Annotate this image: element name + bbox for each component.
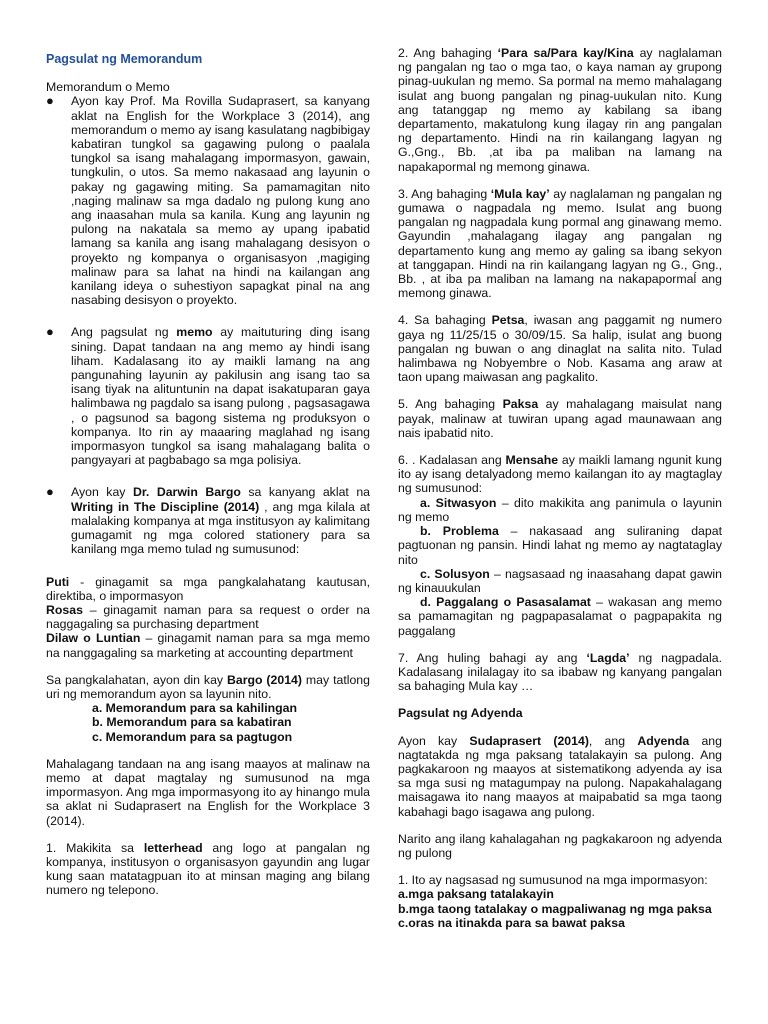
text-run: Ang pagsulat ng <box>71 325 177 340</box>
message-parts-list <box>398 496 722 638</box>
bold-term: letterhead <box>143 840 203 855</box>
text-run: ang logo at pangalan ng kompanya, institusyon o organisasyon gayundin ang lugar kung saan matatagpuan ito at minsan maging ang bilang numero ng telepono. <box>46 840 371 898</box>
color-name: Rosas <box>46 602 83 617</box>
text-run: , ang <box>588 733 638 748</box>
text-run: 6. . Kadalasan ang <box>398 453 506 468</box>
text-run: Ayon kay <box>71 485 133 500</box>
kind-item: c. Memorandum para sa pagtugon <box>92 729 293 744</box>
color-desc: - ginagamit sa mga pangkalahatang kautusan, direktiba, o impormasyon <box>46 574 370 603</box>
text-run: sa kanyang aklat na <box>240 485 370 500</box>
text-run: , ang mga kilala at malalaking kompanya at mga institusyon ay kalimitang gumagamit ng mga colored stationery para sa kanilang mga memo tulad ng sumusunod: <box>71 499 370 557</box>
paragraph-text: Ayon kay Prof. Ma Rovilla Sudaprasert, sa kanyang aklat na English for the Workplace 3 (2014), ang memorandum o memo ay isang kasulatang nagbibigay kabatiran tungkol sa gagawing pulong o paalala tungkol sa isang mahalagang impormasyon, gawain, tungkulin, o utos. Sa memo nakasaad ang layunin o pakay ng gagawing miting. Sa pamamagitan nito ,naging malinaw sa mga dadalo ng pulong kung ano ang inaasahan mula sa kanila. Kung ang layunin ng pulong na nakatala sa memo ay upang ipabatid lamang sa kanila ang isang mahalagang desisyon o proyekto ng kompanya o organisasyon ,magiging malinaw para sa lahat na hindi na kailangan ang kanilang ideya o suhestiyon sapagkat pinal na ang nasabing desisyon o proyekto. <box>71 94 370 308</box>
bold-term: Mensahe <box>505 453 559 468</box>
message-part <box>398 567 722 595</box>
bullet-paragraph-1 <box>46 94 370 307</box>
text-run: ay mahalagang maisulat nang payak, malinaw at tuwiran upang agad maunawaan ang nais ipabatid nito. <box>398 397 722 440</box>
color-desc: – ginagamit naman para sa mga memo na nanggagaling sa marketing at accounting department <box>46 631 371 660</box>
paragraph-kinds <box>46 673 370 701</box>
part-desc: – nakasaad ang suliraning dapat pagtuonan ng pansin. Hindi lahat ng memo ay nagtataglay nito <box>398 524 722 567</box>
paragraph-text <box>71 485 370 556</box>
text-run: ay maikli lamang ngunit kung ito ay isang detalyadong memo kailangan ito ay magtaglay ng sumusunod: <box>398 453 722 496</box>
bold-term: Sudaprasert (2014) <box>469 733 589 748</box>
kinds-list <box>46 701 370 744</box>
paragraph-paksa <box>398 397 722 440</box>
part-label: b. Problema <box>420 524 499 539</box>
right-column <box>398 46 722 930</box>
bullet-paragraph-3 <box>46 485 370 556</box>
message-part <box>398 496 722 524</box>
text-run: ay naglalaman ng pangalan ng gumawa o nagpadala ng memo. Isulat ang buong pangalan ng nagpadala kung pormal ang ginawang memo. Gayundin ,mahalagang ilagay ang pangalan ng departamento kung ang memo ay galing sa ibang sekyon at tanggapan. Hindi na rin kailangang lagyan ng G., Gng., Bb. , at iba pa maliban na lamang na nakapapormaĺ ang memong ginawa. <box>398 186 722 301</box>
bold-term: Dr. Darwin Bargo <box>132 485 241 500</box>
color-desc: – ginagamit naman para sa request o order na naggagaling sa purchasing department <box>46 602 370 632</box>
paragraph-adyenda <box>398 734 722 819</box>
paragraph-para-sa <box>398 46 722 174</box>
bold-term: Bargo (2014) <box>226 672 302 687</box>
color-item <box>46 603 370 631</box>
bullet-icon: ● <box>46 93 54 109</box>
subtitle: Memorandum o Memo <box>46 80 170 95</box>
section-title-memorandum: Pagsulat ng Memorandum <box>46 52 203 66</box>
color-name: Puti <box>46 574 70 589</box>
bullet-icon: ● <box>46 324 54 340</box>
paragraph-letterhead <box>46 841 370 898</box>
text-run: 2. Ang bahaging <box>398 46 498 60</box>
text-run: may tatlong uri ng memorandum ayon sa layunin nito. <box>46 672 370 701</box>
part-label: c. Solusyon <box>420 566 490 581</box>
color-name: Dilaw o Luntian <box>46 631 141 646</box>
text-run: 7. Ang huling bahagi ay ang <box>398 650 587 665</box>
bold-term: Petsa <box>491 313 525 328</box>
part-desc: – dito makikita ang panimula o layunin ng memo <box>398 495 723 524</box>
part-desc: – nagsasaad ng inaasahang dapat gawin ng kinauukulan <box>398 566 723 595</box>
text-run: Sa pangkalahatan, ayon din kay <box>46 672 227 687</box>
color-item <box>46 631 370 659</box>
text-run: 1. Makikita sa <box>46 840 144 855</box>
left-column <box>46 46 370 911</box>
kind-item: a. Memorandum para sa kahilingan <box>92 701 298 716</box>
message-part <box>398 595 722 638</box>
paragraph-lagda <box>398 651 722 694</box>
color-list <box>46 575 370 660</box>
text-run: , iwasan ang paggamit ng numero gaya ng 11/25/15 o 30/09/15. Sa halip, isulat ang buong pangalan ng buwan o ang dinaglat na salita nito. Tulad halimbawa ng Nobyembre o Nob. Kasama ang araw at taon upang maiwasan ang pagkalito. <box>398 313 722 385</box>
agenda-list-item: b.mga taong tatalakay o magpaliwanag ng mga paksa <box>398 901 712 916</box>
agenda-list-item: c.oras na itinakda para sa bawat paksa <box>398 915 625 930</box>
color-item <box>46 575 370 603</box>
paragraph-impormasyon: 1. Ito ay nagsasad ng sumusunod na mga impormasyon: <box>398 873 708 888</box>
text-run: 5. Ang bahaging <box>398 397 503 412</box>
paragraph-narito: Narito ang ilang kahalagahan ng pagkakaroon ng adyenda ng pulong <box>398 831 722 860</box>
bullet-paragraph-2 <box>46 325 370 467</box>
text-run: 4. Sa bahaging <box>398 313 492 328</box>
part-label: a. Sitwasyon <box>420 495 497 510</box>
kind-item: b. Memorandum para sa kabatiran <box>92 715 292 730</box>
text-run: ang nagtatakda ng mga paksang tatalakayin sa pulong. Ang pagkakaroon ng maayos at sistematikong adyenda ay isa sa mga susi ng matagumpay na pulong. Napakahalagang maisagawa ito nang maayos at maipabatid sa mga taong kabahagi bago isagawa ang pulong. <box>398 733 722 819</box>
paragraph-petsa <box>398 313 722 384</box>
message-part <box>398 524 722 567</box>
bold-term: Paksa <box>502 397 539 412</box>
section-title-adyenda: Pagsulat ng Adyenda <box>398 706 523 721</box>
bold-term: Writing in The Discipline (2014) <box>71 499 260 514</box>
part-desc: – wakasan ang memo sa pamamagitan ng pagpapasalamat o pagpapakita ng paggalang <box>398 595 722 638</box>
text-run: 3. Ang bahaging <box>398 186 491 201</box>
agenda-list-item: a.mga paksang tatalakayin <box>398 887 554 902</box>
part-label: d. Paggalang o Pasasalamat <box>420 595 591 610</box>
paragraph-text <box>71 325 370 467</box>
paragraph-remember: Mahalagang tandaan na ang isang maayos at malinaw na memo at dapat magtalay ng sumusunod na mga impormasyon. Ang mga impormasyong ito ay hinango mula sa aklat ni Sudaprasert na English for the Workplace 3 (2014). <box>46 756 370 828</box>
text-run: ng nagpadala. Kadalasang inilalagay ito sa ibabaw ng kanyang pangalan sa bahaging Mula kay … <box>398 650 722 694</box>
text-run: Ayon kay <box>398 733 470 748</box>
bold-term: ‘Mula kay’ <box>490 186 550 201</box>
text-run: ay maituturing ding isang sining. Dapat tandaan na ang memo ay hindi isang liham. Kadalasang ito ay maikli lamang na ang pangunahing layunin ay pakilusin ang isang tao sa isang tiyak na alituntunin na dapat isakatuparan gaya halimbawa ng pagdalo sa isang pulong , pagsasagawa , o pagsunod sa bagong sistema ng produksyon o kompanya. Ito rin ay maaaring maglahad ng isang impormasyon tungkol sa isang mahalagang balita o pangyayari at pagbabago sa mga polisiya. <box>71 325 370 468</box>
paragraph-mula-kay <box>398 187 722 301</box>
bold-term: Adyenda <box>637 733 690 748</box>
paragraph-mensahe <box>398 453 722 496</box>
bold-term: ‘Lagda’ <box>586 650 630 665</box>
bold-term: ‘Para sa/Para kay/Kina <box>497 46 634 60</box>
bold-term: memo <box>176 325 213 340</box>
bullet-icon: ● <box>46 484 54 500</box>
text-run: ay naglalaman ng pangalan ng tao o mga tao, o kaya naman ay grupong pinag-uukulan ng memo. Sa pormal na memo mahalagang isulat ang buong pangalan ng pinag-uukulan nito. Kung ang tatanggap ng memo ay kabilang sa ibang departamento, makatulong kung ilagay rin ang pangalan ng departamento. Hindi na rin kailangang lagyan ng G.,Gng., Bb. ,at iba pa maliban na lamang na napakapormal ng memong ginawa. <box>398 46 722 174</box>
